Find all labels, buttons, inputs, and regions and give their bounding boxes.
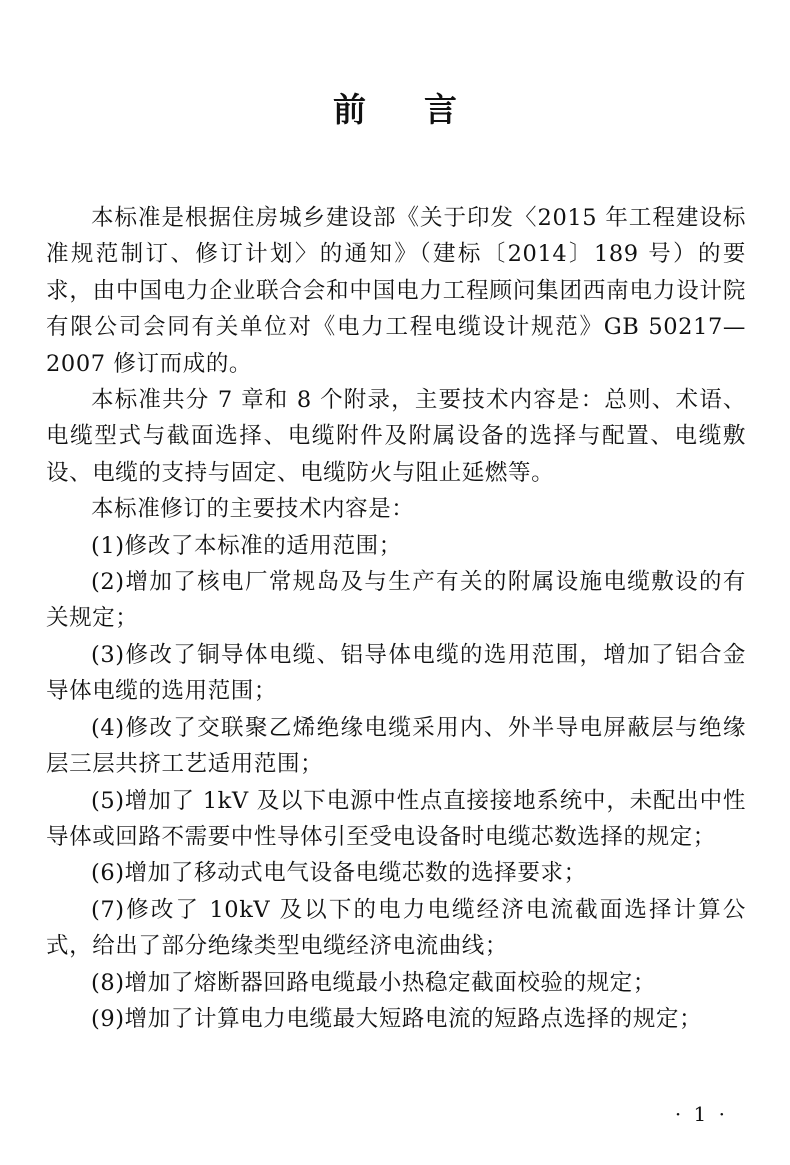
page-number: · 1 · (674, 1102, 728, 1126)
body-text (46, 200, 746, 1037)
revision-item-5: (5)增加了 1kV 及以下电源中性点直接接地系统中，未配出中性导体或回路不需要中性导体引至受电设备时电缆芯数选择的规定； (46, 787, 746, 850)
paragraph-intro: 本标准是根据住房城乡建设部《关于印发〈2015 年工程建设标准规范制订、修订计划〉的通知》（建标〔2014〕189 号）的要求，由中国电力企业联合会和中国电力工程顾问集团西南电力设计院有限公司会同有关单位对《电力工程电缆设计规范》GB 50217—2007 修订而成的。 (46, 205, 746, 377)
revision-item-8: (8)增加了熔断器回路电缆最小热稳定截面校验的规定； (91, 969, 656, 996)
revision-item-4: (4)修改了交联聚乙烯绝缘电缆采用内、外半导电屏蔽层与绝缘层三层共挤工艺适用范围； (46, 714, 746, 778)
paragraph-contents: 本标准共分 7 章和 8 个附录，主要技术内容是：总则、术语、电缆型式与截面选择、电缆附件及附属设备的选择与配置、电缆敷设、电缆的支持与固定、电缆防火与阻止延燃等。 (46, 387, 746, 486)
revision-item-2: (2)增加了核电厂常规岛及与生产有关的附属设施电缆敷设的有关规定； (46, 569, 746, 632)
revision-item-7: (7)修改了 10kV 及以下的电力电缆经济电流截面选择计算公式，给出了部分绝缘类型电缆经济电流曲线； (46, 896, 746, 960)
paragraph-revision-heading: 本标准修订的主要技术内容是： (91, 496, 415, 523)
revision-item-9: (9)增加了计算电力电缆最大短路电流的短路点选择的规定； (91, 1005, 703, 1032)
page-title: 前言 (333, 90, 515, 129)
revision-item-6: (6)增加了移动式电气设备电缆芯数的选择要求； (91, 860, 587, 887)
revision-item-3: (3)修改了铜导体电缆、铝导体电缆的选用范围，增加了铝合金导体电缆的选用范围； (46, 641, 746, 705)
revision-item-1: (1)修改了本标准的适用范围； (91, 532, 402, 559)
